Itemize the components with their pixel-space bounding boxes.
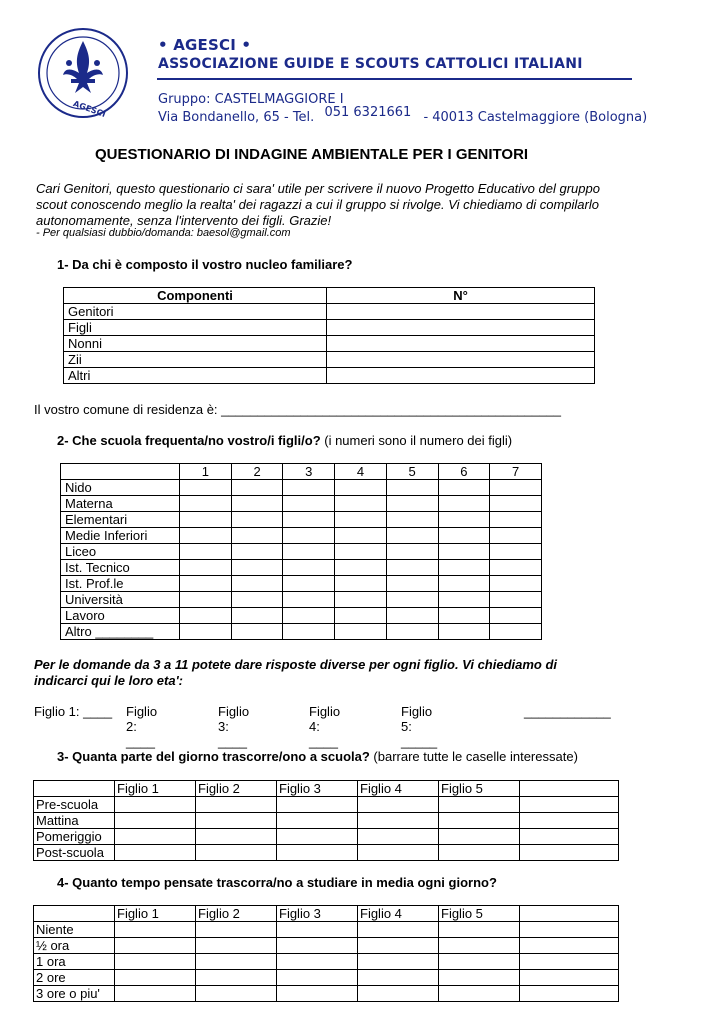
answer-cell[interactable] [231,480,283,496]
answer-cell[interactable] [438,576,490,592]
answer-cell[interactable] [283,480,335,496]
table-row [34,813,619,829]
answer-cell[interactable] [358,970,439,986]
row-label: Mattina [34,813,115,829]
answer-cell[interactable] [283,560,335,576]
agesci-logo [37,27,129,119]
answer-cell[interactable] [180,496,232,512]
answer-cell[interactable] [231,528,283,544]
answer-cell[interactable] [358,938,439,954]
answer-cell[interactable] [438,608,490,624]
answer-cell[interactable] [520,938,619,954]
table-row [61,624,542,640]
answer-cell[interactable] [231,608,283,624]
answer-cell[interactable] [520,922,619,938]
col-header [520,906,619,922]
answer-cell[interactable] [231,512,283,528]
table-row [61,480,542,496]
table-row [34,970,619,986]
table-header-row [34,781,619,797]
answer-cell[interactable] [115,797,196,813]
answer-cell[interactable] [386,608,438,624]
address-line [158,105,648,125]
answer-cell[interactable] [115,813,196,829]
header-numero: N° [327,288,595,304]
answer-cell[interactable] [196,813,277,829]
figlio-5-age[interactable]: Figlio 5: _____ [401,704,438,749]
answer-cell[interactable] [335,576,387,592]
answer-cell[interactable] [277,922,358,938]
table-row [61,592,542,608]
table-row [64,352,595,368]
answer-cell[interactable] [358,954,439,970]
col-header: Figlio 2 [196,781,277,797]
answer-cell[interactable] [358,845,439,861]
answer-cell[interactable] [283,624,335,640]
answer-cell[interactable] [196,922,277,938]
answer-cell[interactable] [490,608,542,624]
figli-ages-line [34,704,611,749]
col-header: Figlio 3 [277,781,358,797]
row-label: Materna [61,496,180,512]
header-componenti: Componenti [64,288,327,304]
table-header-row [61,464,542,480]
col-header: Figlio 4 [358,906,439,922]
table-row [34,954,619,970]
answer-cell[interactable] [180,608,232,624]
answer-cell[interactable] [283,544,335,560]
figlio-2-age[interactable]: Figlio 2: ____ [126,704,158,749]
answer-cell[interactable] [180,624,232,640]
answer-cell[interactable] [335,624,387,640]
row-label: Zii [64,352,327,368]
row-label: Medie Inferiori [61,528,180,544]
ages-note-line: indicarci qui le loro eta': [34,673,184,688]
answer-cell[interactable] [180,560,232,576]
answer-cell[interactable] [277,986,358,1002]
answer-cell[interactable] [196,845,277,861]
answer-cell[interactable] [231,592,283,608]
answer-cell[interactable] [115,938,196,954]
family-table [63,287,595,384]
answer-cell[interactable] [358,986,439,1002]
row-label: ½ ora [34,938,115,954]
answer-cell[interactable] [386,528,438,544]
answer-cell[interactable] [386,560,438,576]
school-table [60,463,542,640]
contact-note: - Per qualsiasi dubbio/domanda: baesol@gmail.com [36,227,291,239]
answer-cell[interactable] [335,480,387,496]
row-label: Nonni [64,336,327,352]
row-label: Ist. Tecnico [61,560,180,576]
answer-cell[interactable] [386,544,438,560]
row-label: Nido [61,480,180,496]
answer-cell[interactable] [327,304,595,320]
residence-field[interactable]: Il vostro comune di residenza è: _______________________________________________ [34,402,561,417]
answer-cell[interactable] [439,813,520,829]
table-row [61,608,542,624]
row-label: 2 ore [34,970,115,986]
org-short-name: • AGESCI • [158,36,252,54]
answer-cell[interactable] [277,797,358,813]
answer-cell[interactable] [335,496,387,512]
col-header: Figlio 5 [439,781,520,797]
table-row [64,304,595,320]
row-label: 1 ora [34,954,115,970]
answer-cell[interactable] [115,922,196,938]
answer-cell[interactable] [490,512,542,528]
answer-cell[interactable] [115,970,196,986]
answer-cell[interactable] [283,608,335,624]
answer-cell[interactable] [439,797,520,813]
answer-cell[interactable] [490,496,542,512]
answer-cell[interactable] [335,608,387,624]
table-row [61,512,542,528]
corner-cell [61,464,180,480]
col-header: 1 [180,464,232,480]
row-label: Niente [34,922,115,938]
answer-cell[interactable] [196,986,277,1002]
table-row [34,829,619,845]
answer-cell[interactable] [358,797,439,813]
answer-cell[interactable] [180,512,232,528]
row-label: Figli [64,320,327,336]
answer-cell[interactable] [115,986,196,1002]
row-label: Università [61,592,180,608]
answer-cell[interactable] [196,938,277,954]
col-header: Figlio 5 [439,906,520,922]
answer-cell[interactable] [327,320,595,336]
table-row [34,938,619,954]
row-label: Liceo [61,544,180,560]
answer-cell[interactable] [520,845,619,861]
answer-cell[interactable] [327,352,595,368]
answer-cell[interactable] [277,845,358,861]
answer-cell[interactable] [231,576,283,592]
answer-cell[interactable] [231,544,283,560]
question-3 [57,749,578,764]
col-header: Figlio 2 [196,906,277,922]
answer-cell[interactable] [490,624,542,640]
row-label: Elementari [61,512,180,528]
row-label: Pomeriggio [34,829,115,845]
answer-cell[interactable] [196,829,277,845]
table-row [34,797,619,813]
answer-cell[interactable] [439,829,520,845]
table-row [61,576,542,592]
table-header-row [34,906,619,922]
answer-cell[interactable] [520,797,619,813]
header-divider [157,78,632,80]
row-label: Pre-scuola [34,797,115,813]
answer-cell[interactable] [358,813,439,829]
answer-cell[interactable] [283,576,335,592]
intro-line: scout conoscendo meglio la realta' dei ragazzi a cui il gruppo si rivolge. Vi chiediamo di compilarlo [36,197,599,212]
answer-cell[interactable] [335,560,387,576]
answer-cell[interactable] [277,829,358,845]
col-header [520,781,619,797]
intro-line: autonomamente, senza l'intervento dei figli. Grazie! [36,213,332,228]
answer-cell[interactable] [490,480,542,496]
col-header: Figlio 4 [358,781,439,797]
answer-cell[interactable] [490,592,542,608]
row-label: Ist. Prof.le [61,576,180,592]
question-1: 1- Da chi è composto il vostro nucleo familiare? [57,257,353,272]
col-header: 2 [231,464,283,480]
answer-cell[interactable] [520,986,619,1002]
answer-cell[interactable] [115,829,196,845]
answer-cell[interactable] [490,528,542,544]
answer-cell[interactable] [358,829,439,845]
answer-cell[interactable] [180,576,232,592]
answer-cell[interactable] [439,954,520,970]
intro-line: Cari Genitori, questo questionario ci sara' utile per scrivere il nuovo Progetto Educativo del gruppo [36,181,600,196]
answer-cell[interactable] [283,496,335,512]
answer-cell[interactable] [439,845,520,861]
answer-cell[interactable] [439,986,520,1002]
table-row [64,320,595,336]
group-name: Gruppo: CASTELMAGGIORE I [158,92,344,107]
col-header: 7 [490,464,542,480]
answer-cell[interactable] [277,970,358,986]
answer-cell[interactable] [438,512,490,528]
answer-cell[interactable] [231,624,283,640]
row-label: 3 ore o piu' [34,986,115,1002]
corner-cell [34,906,115,922]
org-full-name: ASSOCIAZIONE GUIDE E SCOUTS CATTOLICI ITALIANI [158,56,583,72]
phone-number: 051 6321661 [324,105,412,120]
row-label: Post-scuola [34,845,115,861]
question-4: 4- Quanto tempo pensate trascorra/no a studiare in media ogni giorno? [57,875,497,890]
answer-cell[interactable] [490,544,542,560]
question-2 [57,433,512,448]
table-row [61,496,542,512]
ages-note-line: Per le domande da 3 a 11 potete dare risposte diverse per ogni figlio. Vi chiediamo di [34,657,558,672]
col-header: 5 [386,464,438,480]
answer-cell[interactable] [327,368,595,384]
col-header: Figlio 3 [277,906,358,922]
question-3-text: 3- Quanta parte del giorno trascorre/ono a scuola? [57,749,370,764]
figlio-1-age[interactable]: Figlio 1: ____ [34,704,113,719]
col-header: 6 [438,464,490,480]
answer-cell[interactable] [439,970,520,986]
answer-cell[interactable] [180,592,232,608]
table-row [34,845,619,861]
answer-cell[interactable] [180,528,232,544]
col-header: 4 [335,464,387,480]
row-label: Altro ________ [61,624,180,640]
answer-cell[interactable] [386,512,438,528]
answer-cell[interactable] [520,813,619,829]
study-time-table [33,905,619,1002]
answer-cell[interactable] [196,797,277,813]
answer-cell[interactable] [115,954,196,970]
row-label: Altri [64,368,327,384]
answer-cell[interactable] [438,528,490,544]
answer-cell[interactable] [438,496,490,512]
col-header: Figlio 1 [115,906,196,922]
answer-cell[interactable] [180,544,232,560]
address-street: Via Bondanello, 65 - Tel. [158,110,315,125]
answer-cell[interactable] [283,528,335,544]
ages-note [34,657,557,689]
table-row [61,560,542,576]
table-row [34,986,619,1002]
answer-cell[interactable] [335,528,387,544]
answer-cell[interactable] [231,560,283,576]
answer-cell[interactable] [335,512,387,528]
row-label: Lavoro [61,608,180,624]
question-2-note: (i numeri sono il numero dei figli) [320,433,513,448]
intro-text [36,181,600,229]
answer-cell[interactable] [180,480,232,496]
answer-cell[interactable] [386,480,438,496]
answer-cell[interactable] [386,624,438,640]
answer-cell[interactable] [386,592,438,608]
extra-age-blank[interactable]: ____________ [524,704,611,719]
logo-text: AGESCI [71,99,107,120]
answer-cell[interactable] [283,592,335,608]
answer-cell[interactable] [438,480,490,496]
col-header: Figlio 1 [115,781,196,797]
corner-cell [34,781,115,797]
answer-cell[interactable] [196,954,277,970]
address-city: - 40013 Castelmaggiore (Bologna) [423,110,648,125]
table-row [64,368,595,384]
answer-cell[interactable] [520,954,619,970]
answer-cell[interactable] [439,938,520,954]
table-row [61,544,542,560]
answer-cell[interactable] [277,954,358,970]
answer-cell[interactable] [277,813,358,829]
page-title: QUESTIONARIO DI INDAGINE AMBIENTALE PER I GENITORI [95,146,529,163]
row-label: Genitori [64,304,327,320]
answer-cell[interactable] [115,845,196,861]
table-row [34,922,619,938]
answer-cell[interactable] [335,592,387,608]
answer-cell[interactable] [490,576,542,592]
col-header: 3 [283,464,335,480]
figlio-3-age[interactable]: Figlio 3: ____ [218,704,250,749]
answer-cell[interactable] [386,576,438,592]
answer-cell[interactable] [520,970,619,986]
answer-cell[interactable] [335,544,387,560]
school-time-table [33,780,619,861]
answer-cell[interactable] [231,496,283,512]
answer-cell[interactable] [386,496,438,512]
question-2-text: 2- Che scuola frequenta/no vostro/i figli/o? [57,433,321,448]
table-row [61,528,542,544]
answer-cell[interactable] [327,336,595,352]
answer-cell[interactable] [438,592,490,608]
answer-cell[interactable] [277,938,358,954]
answer-cell[interactable] [438,624,490,640]
answer-cell[interactable] [358,922,439,938]
answer-cell[interactable] [196,970,277,986]
table-row [64,336,595,352]
question-3-note: (barrare tutte le caselle interessate) [369,749,578,764]
figlio-4-age[interactable]: Figlio 4: ____ [309,704,341,749]
answer-cell[interactable] [490,560,542,576]
answer-cell[interactable] [520,829,619,845]
answer-cell[interactable] [439,922,520,938]
answer-cell[interactable] [438,560,490,576]
answer-cell[interactable] [438,544,490,560]
answer-cell[interactable] [283,512,335,528]
